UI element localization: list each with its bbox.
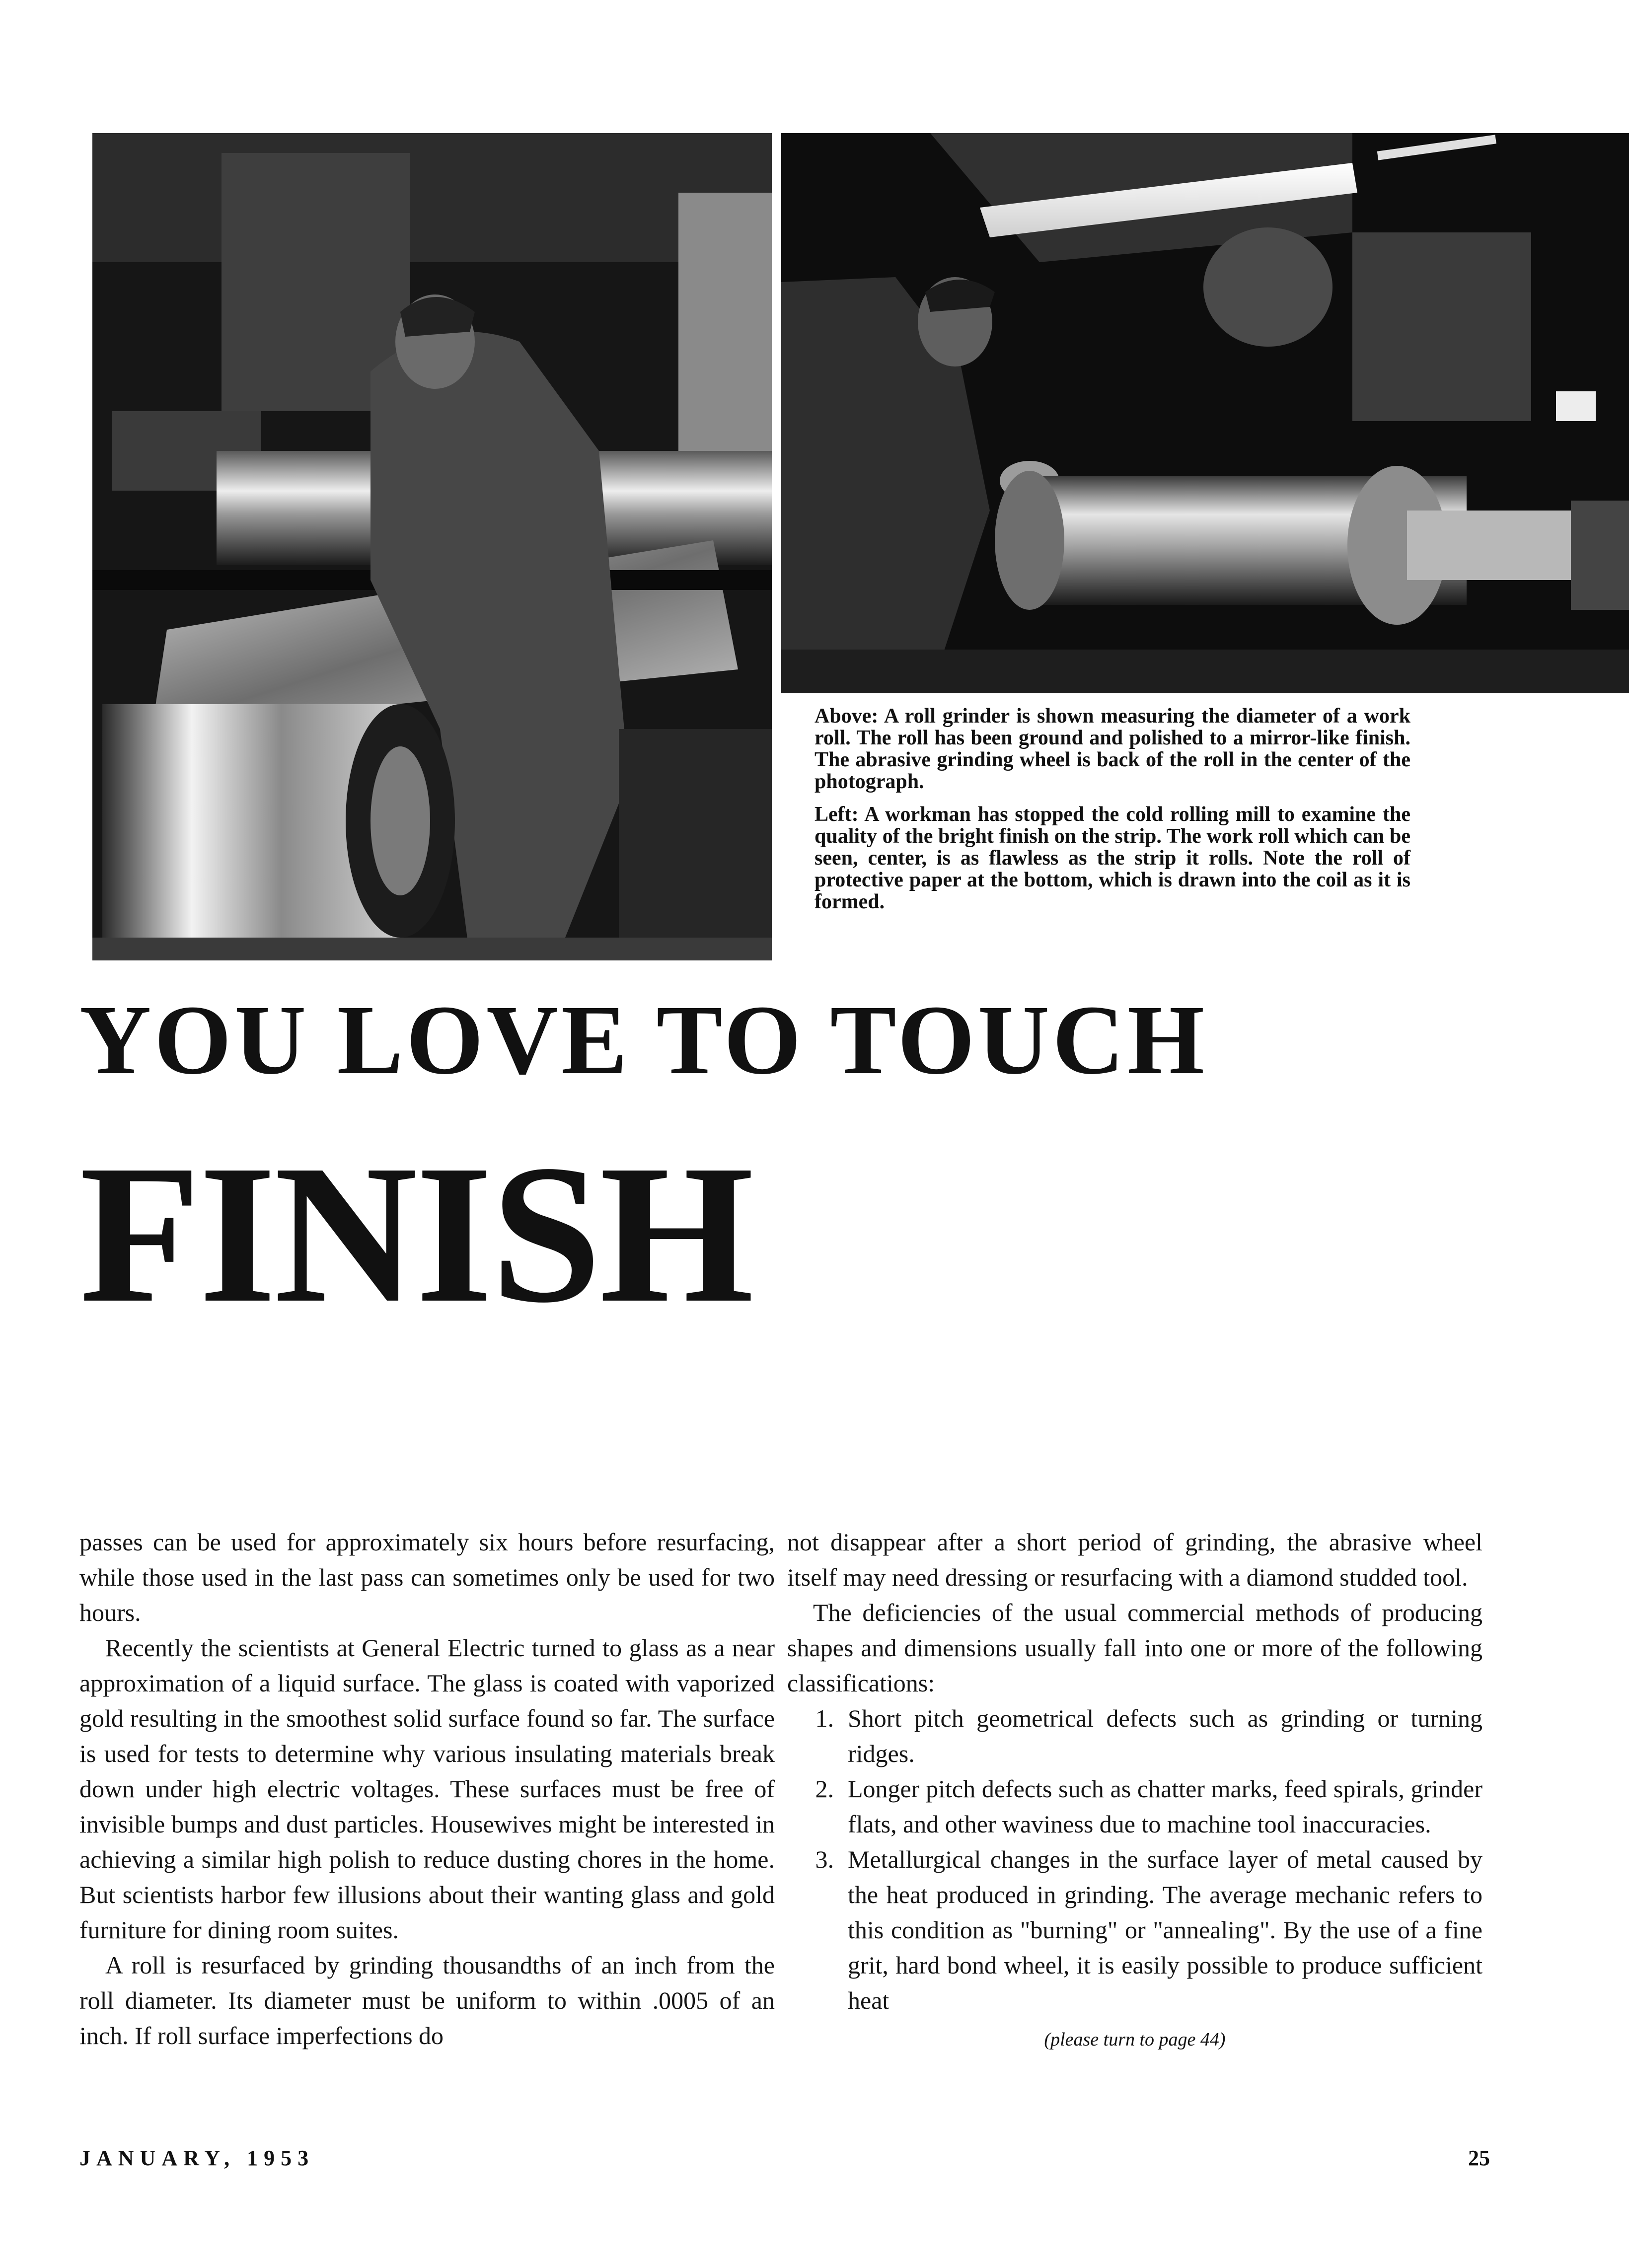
list-item-text: Longer pitch defects such as chatter marks, feed spirals, grinder flats, and other waviness due to machine tool inaccuracies. [848,1775,1482,1838]
list-item-number: 1. [815,1704,834,1732]
photo-workman-rolling-mill [92,133,772,960]
list-item [787,1701,1482,1771]
continued-note: (please turn to page 44) [1044,2029,1226,2050]
photo-roll-grinder [781,133,1629,693]
list-item-text: Metallurgical changes in the surface layer of metal caused by the heat produced in grinding. The average mechanic refers to this condition as "burning" or "annealing". By the use of a fine grit, hard bond wheel, it is easily possible to produce sufficient heat [848,1845,1482,2014]
caption-above: Above: A roll grinder is shown measuring the diameter of a work roll. The roll has been ground and polished to a mirror-like finish. The abrasive grinding wheel is back of the roll in the center of the photograph. [814,705,1410,793]
list-item-number: 3. [815,1845,834,1873]
list-item-number: 2. [815,1775,834,1803]
body-paragraph: The deficiencies of the usual commercial methods of producing shapes and dimensions usually fall into one or more of the following classifications: [787,1599,1482,1697]
list-item-text: Short pitch geometrical defects such as grinding or turning ridges. [848,1704,1482,1767]
headline-line-2: FINISH [79,1124,752,1344]
body-column-right [787,1525,1482,2018]
caption-left: Left: A workman has stopped the cold rolling mill to examine the quality of the bright finish on the strip. The work roll which can be seen, center, is as flawless as the strip it rolls. Note the roll of protective paper at the bottom, which is drawn into the coil as it is formed. [814,803,1410,913]
body-paragraph: not disappear after a short period of grinding, the abrasive wheel itself may need dressing or resurfacing with a diamond studded tool. [787,1528,1482,1591]
list-item [787,1771,1482,1842]
list-item [787,1842,1482,2018]
body-paragraph: Recently the scientists at General Electric turned to glass as a near approximation of a liquid surface. The glass is coated with vaporized gold resulting in the smoothest solid surface found so far. The surface is used for tests to determine why various insulating materials break down under high electric voltages. These surfaces must be free of invisible bumps and dust particles. Housewives might be interested in achieving a similar high polish to reduce dusting chores in the home. But scientists harbor few illusions about their wanting glass and gold furniture for dining room suites. [79,1634,775,1944]
footer-page-number: 25 [1468,2146,1490,2170]
body-paragraph: A roll is resurfaced by grinding thousandths of an inch from the roll diameter. Its diameter must be uniform to within .0005 of an inch. If roll surface imperfections do [79,1951,775,2049]
body-column-left [79,1525,775,2053]
photo-roll-grinder-image [781,133,1629,693]
headline-line-1: YOU LOVE TO TOUCH [79,985,1208,1095]
photo-captions [814,705,1410,924]
deficiency-list [787,1701,1482,2018]
footer-issue-date: JANUARY, 1953 [79,2146,315,2170]
body-paragraph: passes can be used for approximately six hours before resurfacing, while those used in the last pass can sometimes only be used for two hours. [79,1528,775,1626]
photo-workman-rolling-mill-image [92,133,772,960]
